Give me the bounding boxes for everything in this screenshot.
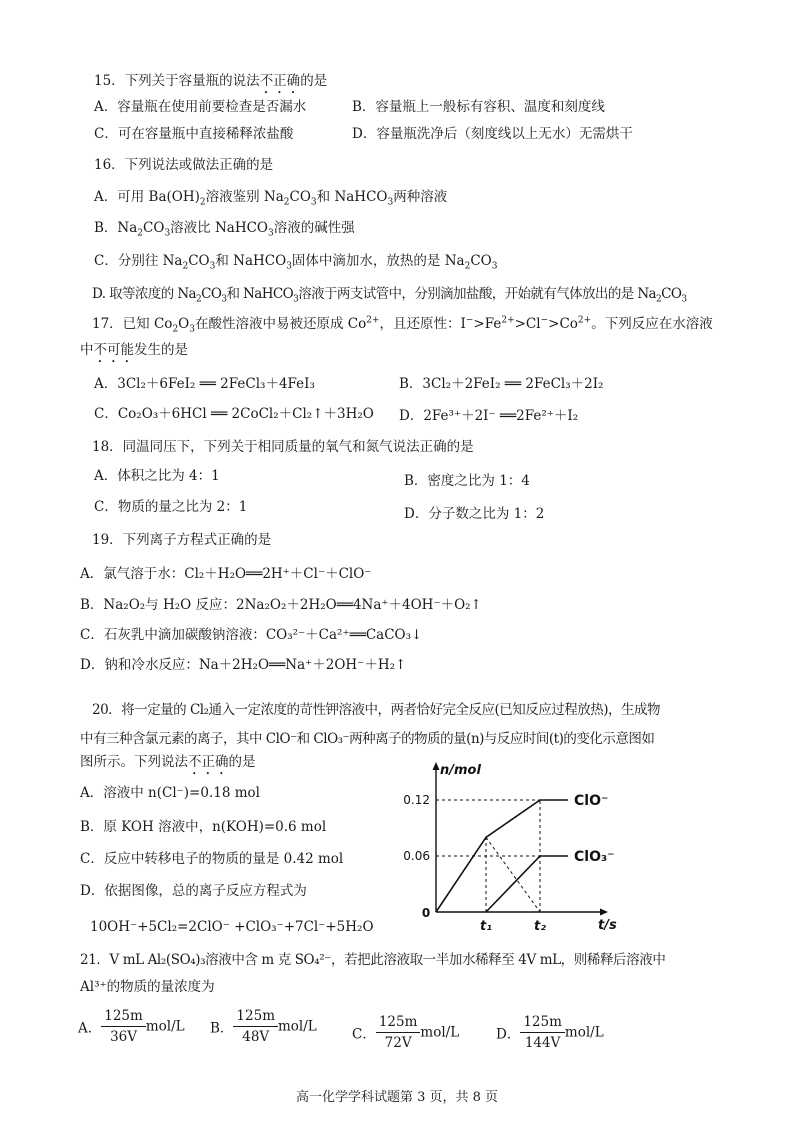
series-label: ClO⁻ bbox=[574, 793, 609, 809]
q21-stem-line2: Al³⁺的物质的量浓度为 bbox=[80, 979, 215, 995]
x-tick-label: t₂ bbox=[534, 919, 546, 934]
q19-option-b: B．Na₂O₂与 H₂O 反应：2Na₂O₂＋2H₂O══4Na⁺＋4OH⁻＋O₂↑ bbox=[80, 597, 482, 613]
q17-stem-line1: 17．已知 $Co_2O_3$在酸性溶液中易被还原成 $Co^{2+}$，且还原性：$I^->Fe^{2+}>Cl^->Co^{2+}$。下列反应在水溶液 bbox=[92, 315, 713, 335]
fraction bbox=[376, 1012, 421, 1053]
fraction bbox=[101, 1006, 146, 1047]
unit: mol/L bbox=[145, 1018, 185, 1035]
q20-option-a: A．溶液中 n(Cl⁻)=0.18 mol bbox=[80, 785, 260, 801]
y-axis-label: n/mol bbox=[440, 763, 481, 778]
origin-label: 0 bbox=[421, 906, 431, 920]
q20-option-d: D．依据图像，总的离子反应方程式为 bbox=[80, 883, 307, 899]
q21-option-a bbox=[78, 1006, 185, 1047]
q19-option-c: C．石灰乳中滴加碳酸钠溶液：CO₃²⁻＋Ca²⁺══CaCO₃↓ bbox=[80, 627, 423, 643]
q15-option-b: B．容量瓶上一般标有容积、温度和刻度线 bbox=[352, 99, 605, 115]
q16-option-a: A．可用 $Ba(OH)_2$溶液鉴别 $Na_2CO_3$和 NaHCO$_3$两种溶液 bbox=[94, 189, 448, 208]
q21-option-b bbox=[210, 1006, 317, 1047]
page-footer: 高一化学学科试题第 3 页，共 8 页 bbox=[295, 1090, 499, 1105]
q15-option-a: A．容量瓶在使用前要检查是否漏水 bbox=[94, 99, 307, 115]
q20-option-c: C．反应中转移电子的物质的量是 0.42 mol bbox=[80, 851, 344, 867]
fraction-denominator: 144V bbox=[524, 1035, 561, 1051]
q21-option-d bbox=[496, 1012, 604, 1053]
fraction-denominator: 36V bbox=[110, 1029, 137, 1045]
q19-option-a: A．氯气溶于水：Cl₂＋H₂O══2H⁺＋Cl⁻＋ClO⁻ bbox=[80, 566, 372, 582]
q18-option-a: A．体积之比为 4：1 bbox=[94, 468, 220, 484]
fraction-numerator: 125m bbox=[376, 1012, 421, 1033]
series-line bbox=[486, 856, 568, 912]
fraction-numerator: 125m bbox=[233, 1006, 278, 1027]
q21-option-label: A． bbox=[78, 1020, 102, 1037]
q21-option-label: D． bbox=[496, 1026, 521, 1043]
q15-stem: 15．下列关于容量瓶的说法不正确的是 bbox=[94, 73, 328, 89]
unit: mol/L bbox=[564, 1024, 604, 1041]
series-label: ClO₃⁻ bbox=[574, 849, 615, 865]
q20-option-b: B．原 KOH 溶液中，n(KOH)=0.6 mol bbox=[80, 819, 327, 835]
fraction-denominator: 72V bbox=[384, 1035, 412, 1051]
y-axis-arrow bbox=[433, 762, 440, 770]
q15-option-c: C．可在容量瓶中直接稀释浓盐酸 bbox=[94, 126, 294, 142]
q16-option-b: B．$Na_2CO_3$溶液比 NaHCO$_3$溶液的碱性强 bbox=[94, 220, 355, 239]
cross-guide-line bbox=[486, 837, 540, 912]
q21-option-label: B． bbox=[210, 1020, 234, 1037]
fraction bbox=[233, 1006, 278, 1047]
y-tick-label: 0.12 bbox=[403, 793, 430, 807]
q20-chart bbox=[394, 760, 617, 934]
fraction-numerator: 125m bbox=[520, 1012, 565, 1033]
q20-option-d-equation: 10OH⁻+5Cl₂=2ClO⁻ +ClO₃⁻+7Cl⁻+5H₂O bbox=[90, 919, 374, 935]
q21-option-c bbox=[352, 1012, 459, 1053]
q20-stem-line2: 中有三种含氯元素的离子，其中 ClO⁻和 ClO₃⁻两种离子的物质的量(n)与反应时间(t)的变化示意图如 bbox=[80, 731, 655, 747]
x-axis-label: t/s bbox=[598, 918, 617, 933]
q18-option-d: D．分子数之比为 1：2 bbox=[404, 506, 545, 522]
fraction bbox=[520, 1012, 565, 1053]
fraction-numerator: 125m bbox=[101, 1006, 146, 1027]
q19-stem: 19．下列离子方程式正确的是 bbox=[92, 532, 272, 548]
x-tick-label: t₁ bbox=[480, 919, 492, 934]
q20-stem-line3: 图所示。下列说法不正确的是 bbox=[80, 754, 256, 770]
q17-option-b: B．3Cl₂＋2FeI₂ ══ 2FeCl₃＋2I₂ bbox=[399, 376, 604, 392]
q21-stem-line1: 21．V mL Al₂(SO₄)₃溶液中含 m 克 SO₄²⁻，若把此溶液取一半加水稀释至 4V mL，则稀释后溶液中 bbox=[80, 952, 666, 968]
q17-stem-line2: 中不可能发生的是 bbox=[80, 342, 188, 358]
x-axis-arrow bbox=[600, 909, 608, 916]
q17-option-a: A．3Cl₂＋6FeI₂ ══ 2FeCl₃＋4FeI₃ bbox=[94, 376, 315, 392]
q19-option-d: D．钠和冷水反应：Na＋2H₂O══Na⁺＋2OH⁻＋H₂↑ bbox=[80, 657, 407, 673]
q18-option-b: B．密度之比为 1：4 bbox=[404, 473, 530, 489]
fraction-denominator: 48V bbox=[242, 1029, 270, 1045]
q20-stem-line1: 20．将一定量的 Cl₂通入一定浓度的苛性钾溶液中，两者恰好完全反应(已知反应过程放热)，生成物 bbox=[92, 702, 661, 718]
q21-option-label: C． bbox=[352, 1026, 376, 1043]
q16-option-d: D. 取等浓度的 $Na_2CO_3$和 NaHCO$_3$溶液于两支试管中，分别滴加盐酸，开始就有气体放出的是 $Na_2CO_3$ bbox=[92, 286, 687, 305]
q16-option-c: C．分别往 $Na_2CO_3$和 NaHCO$_3$固体中滴加水，放热的是 $Na_2CO_3$ bbox=[94, 253, 498, 272]
q18-stem: 18．同温同压下，下列关于相同质量的氧气和氮气说法正确的是 bbox=[92, 439, 474, 455]
q17-option-d: D．2Fe³⁺＋2I⁻ ══2Fe²⁺＋I₂ bbox=[399, 408, 579, 424]
y-tick-label: 0.06 bbox=[403, 849, 430, 863]
q15-option-d: D．容量瓶洗净后（刻度线以上无水）无需烘干 bbox=[352, 126, 633, 142]
q18-option-c: C．物质的量之比为 2：1 bbox=[94, 499, 248, 515]
q17-option-c: C．Co₂O₃＋6HCl ══ 2CoCl₂＋Cl₂↑＋3H₂O bbox=[94, 406, 374, 422]
q16-stem: 16．下列说法或做法正确的是 bbox=[94, 157, 274, 173]
unit: mol/L bbox=[420, 1024, 460, 1041]
unit: mol/L bbox=[278, 1018, 317, 1035]
